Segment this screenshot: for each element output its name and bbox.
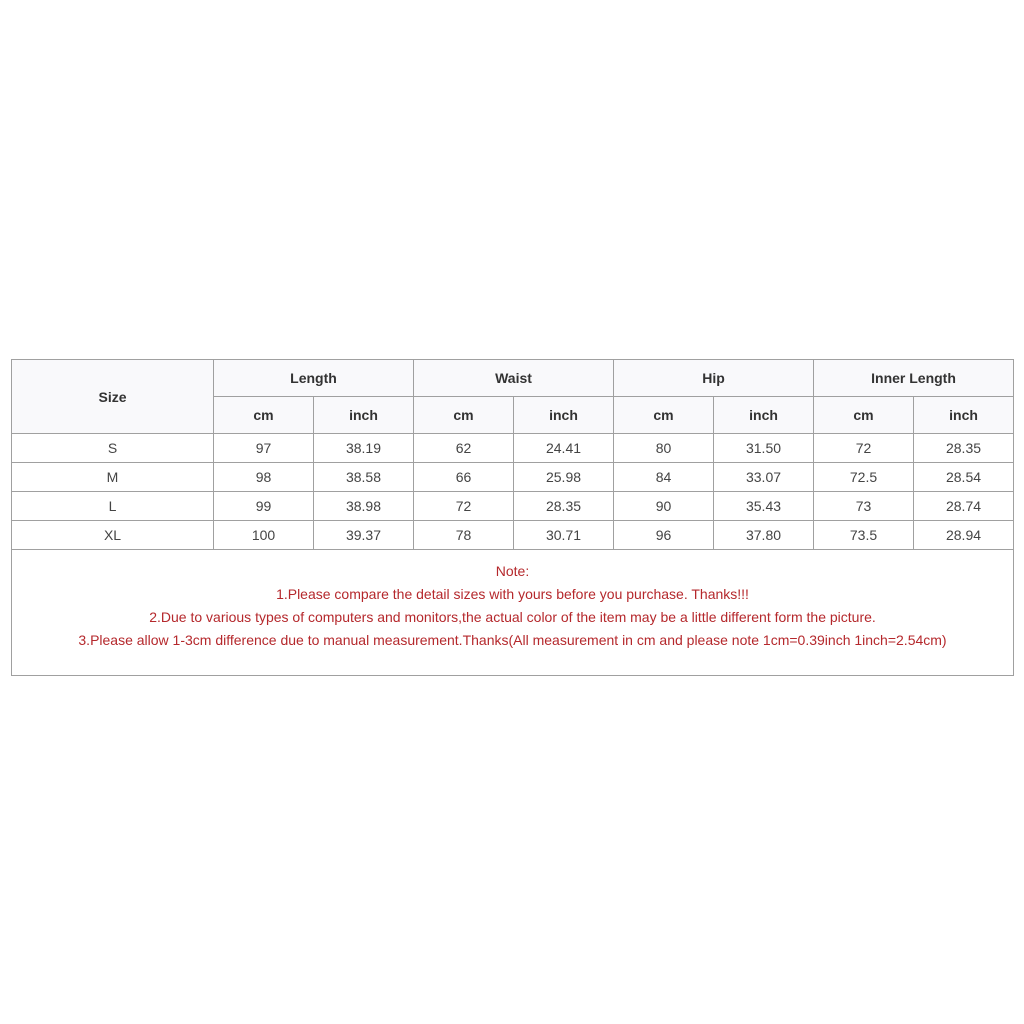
note-line: 1.Please compare the detail sizes with yours before you purchase. Thanks!!! — [276, 586, 749, 602]
unit-header: inch — [314, 397, 414, 434]
table-cell: 39.37 — [314, 521, 414, 550]
table-row — [12, 463, 1014, 492]
unit-header: inch — [514, 397, 614, 434]
table-cell: 28.54 — [914, 463, 1014, 492]
table-cell: 28.94 — [914, 521, 1014, 550]
table-cell: 25.98 — [514, 463, 614, 492]
note-line: 3.Please allow 1-3cm difference due to manual measurement.Thanks(All measurement in cm and please note 1cm=0.39inch 1inch=2.54cm) — [78, 632, 947, 648]
notes-row — [12, 550, 1014, 676]
table-cell: 98 — [214, 463, 314, 492]
header-group-row — [12, 360, 1014, 397]
size-cell: L — [12, 492, 214, 521]
unit-header: cm — [814, 397, 914, 434]
table-cell: 78 — [414, 521, 514, 550]
group-header-inner-length: Inner Length — [814, 360, 1014, 397]
table-cell: 84 — [614, 463, 714, 492]
table-cell: 80 — [614, 434, 714, 463]
group-header-length: Length — [214, 360, 414, 397]
table-row — [12, 521, 1014, 550]
table-cell: 31.50 — [714, 434, 814, 463]
table-cell: 73 — [814, 492, 914, 521]
table-row — [12, 492, 1014, 521]
size-cell: S — [12, 434, 214, 463]
table-cell: 100 — [214, 521, 314, 550]
table-cell: 24.41 — [514, 434, 614, 463]
table-cell: 90 — [614, 492, 714, 521]
table-cell: 38.58 — [314, 463, 414, 492]
unit-header: inch — [714, 397, 814, 434]
table-cell: 33.07 — [714, 463, 814, 492]
table-cell: 30.71 — [514, 521, 614, 550]
size-cell: XL — [12, 521, 214, 550]
table-cell: 28.35 — [914, 434, 1014, 463]
group-header-waist: Waist — [414, 360, 614, 397]
table-cell: 28.74 — [914, 492, 1014, 521]
table-row — [12, 434, 1014, 463]
table-cell: 96 — [614, 521, 714, 550]
table-cell: 72.5 — [814, 463, 914, 492]
unit-header: cm — [414, 397, 514, 434]
group-header-hip: Hip — [614, 360, 814, 397]
table-cell: 62 — [414, 434, 514, 463]
unit-header: cm — [614, 397, 714, 434]
table-cell: 73.5 — [814, 521, 914, 550]
table-cell: 72 — [414, 492, 514, 521]
table-cell: 37.80 — [714, 521, 814, 550]
table-cell: 38.19 — [314, 434, 414, 463]
unit-header: inch — [914, 397, 1014, 434]
notes-cell — [12, 550, 1014, 676]
note-title: Note: — [495, 563, 530, 579]
table-cell: 38.98 — [314, 492, 414, 521]
table-cell: 97 — [214, 434, 314, 463]
table-cell: 35.43 — [714, 492, 814, 521]
note-line: 2.Due to various types of computers and monitors,the actual color of the item may be a little different form the picture. — [149, 609, 876, 625]
size-header: Size — [12, 360, 214, 434]
table-cell: 72 — [814, 434, 914, 463]
size-cell: M — [12, 463, 214, 492]
table-cell: 99 — [214, 492, 314, 521]
table-cell: 66 — [414, 463, 514, 492]
table-cell: 28.35 — [514, 492, 614, 521]
unit-header: cm — [214, 397, 314, 434]
size-chart-table — [11, 359, 1014, 676]
